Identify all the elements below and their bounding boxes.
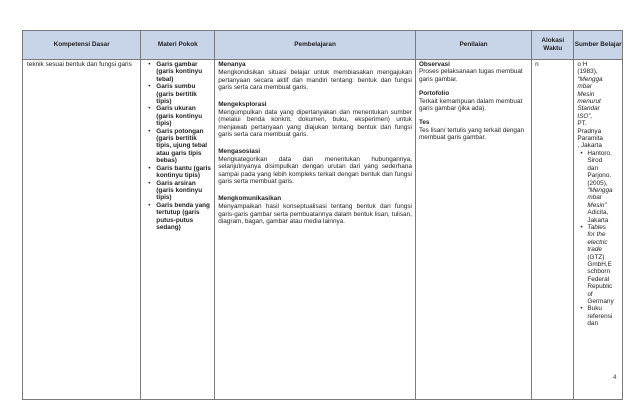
materi-pokok-list xyxy=(144,61,211,231)
header-penilaian: Penilaian xyxy=(415,31,531,60)
sumber-line: (1983), xyxy=(577,68,598,76)
sumber-item xyxy=(587,150,619,224)
sumber-line: schborn xyxy=(587,268,611,276)
sumber-line: PT. xyxy=(577,120,587,128)
sumber-line: of xyxy=(587,290,593,298)
menanya-text: Mengkondisikan situasi belajar untuk membiasakan mengajukan pertanyaan secara aktif dan mandiri tentang: bentuk dan fungsi garis serta cara membuat garis. xyxy=(218,69,412,92)
sumber-line: (2005), xyxy=(587,179,608,187)
sumber-line: “Mengga xyxy=(577,75,603,83)
observasi-heading: Observasi xyxy=(418,61,450,68)
materi-item: • Garis gambar (garis kontinyu tebal) xyxy=(156,61,211,83)
sumber-line: “Mengga xyxy=(587,186,613,194)
penilaian-cell xyxy=(415,60,531,400)
header-kompetensi-dasar: Kompetensi Dasar xyxy=(23,31,141,60)
sumber-belajar-content xyxy=(574,60,622,329)
sumber-line: trade xyxy=(587,246,602,254)
sumber-line: Adicita, xyxy=(587,209,609,217)
sumber-line: electric xyxy=(587,238,608,246)
syllabus-table xyxy=(22,30,623,400)
materi-item: • Garis potongan (garis bertitik tipis, ujung tebal atau garis tipis bebas) xyxy=(156,128,211,165)
sumber-line: Germany xyxy=(587,298,614,305)
sumber-line: • Hantoro, xyxy=(587,149,612,157)
materi-pokok-cell xyxy=(141,60,215,400)
alokasi-waktu-cell xyxy=(532,60,574,400)
sumber-line: referensi xyxy=(587,312,613,320)
portofolio-text: Terkait kemampuan dalam membuat garis gambar (jika ada). xyxy=(418,97,523,113)
materi-item: • Garis sumbu (garis bertitik tipis) xyxy=(156,83,211,105)
eksplorasi-heading: Mengeksplorasi xyxy=(218,100,267,108)
sumber-line: Mesin xyxy=(577,90,595,98)
sumber-line: Mesin” xyxy=(587,201,607,209)
materi-item: • Garis benda yang tertutup (garis putus-putus sedang) xyxy=(156,202,211,232)
materi-item: • Garis ukuran (garis kontinyu tipis) xyxy=(156,105,211,127)
sumber-line: Parjono. xyxy=(587,172,612,180)
menanya-heading: Menanya xyxy=(218,61,246,68)
sumber-line: (GTZ) xyxy=(587,253,605,261)
sumber-item xyxy=(587,224,619,305)
sumber-line: Standar xyxy=(577,105,600,113)
tes-text: Tes lisan/ tertulis yang terkait dengan membuat garis gambar. xyxy=(418,126,525,142)
sumber-item xyxy=(587,305,619,327)
sumber-line: dan xyxy=(587,320,599,328)
materi-item: • Garis bantu (garis kontinyu tipis) xyxy=(156,165,211,180)
sumber-line: for the xyxy=(587,231,606,239)
sumber-line: Paramita xyxy=(577,135,603,143)
header-alokasi-waktu: Alokasi Waktu xyxy=(532,31,574,60)
asosiasi-heading: Mengasosiasi xyxy=(218,147,261,155)
page-number: 4 xyxy=(613,374,617,381)
eksplorasi-text: Mengumpulkan data yang dipertanyakan dan menentukan sumber (melalui benda konkrit, dokumen, buku, eksperimen) untuk menjawab pertanyaan yang diajukan tentang bentuk dan fungsi garis serta cara membuat garis. xyxy=(218,109,412,139)
portofolio-heading: Portofolio xyxy=(418,90,450,98)
tes-heading: Tes xyxy=(418,119,430,127)
sumber-line: dan xyxy=(587,164,599,172)
alokasi-waktu-text: n xyxy=(535,61,539,68)
sumber-belajar-cell xyxy=(574,60,623,400)
sumber-line: menurut xyxy=(577,98,601,106)
sumber-line: ISO”, xyxy=(577,112,593,120)
asosiasi-text: Mengkategorikan data dan menentukan hubungannya, selanjutnyanya disimpulkan dengan urutan dari yang sederhana sampai pada yang lebih kompleks terkait dengan bentuk dan fungsi garis serta membuat garis. xyxy=(218,156,412,186)
sumber-line: Sirod xyxy=(587,157,603,165)
kompetensi-dasar-text: teknik sesuai bentuk dan fungsi garis xyxy=(27,61,132,68)
sumber-line: • Tables xyxy=(587,223,606,231)
sumber-line: Pradnya xyxy=(577,127,602,135)
sumber-line: mbar xyxy=(577,83,592,91)
sumber-line: o H xyxy=(577,61,588,68)
header-materi-pokok: Materi Pokok xyxy=(141,31,215,60)
sumber-line: , Jakarta xyxy=(577,142,602,150)
header-pembelajaran: Pembelajaran xyxy=(215,31,416,60)
materi-item: • Garis arsiran (garis kontinyu tipis) xyxy=(156,180,211,202)
table-header-row xyxy=(23,31,623,60)
sumber-line: Jakarta xyxy=(587,216,609,224)
sumber-line: Federal xyxy=(587,275,610,283)
komunikasi-heading: Mengkomunikasikan xyxy=(218,194,282,202)
table-row xyxy=(23,60,623,400)
komunikasi-text: Menyampaikan hasil konseptualisasi tentang bentuk dan fungsi garis-garis gambar serta pembuatannya dalam bentuk lisan, tulisan, diagram, bagan, gambar atau media lainnya. xyxy=(218,203,412,225)
sumber-line: Republic xyxy=(587,283,613,291)
kompetensi-dasar-cell xyxy=(23,60,141,400)
sumber-line: GmbH,E xyxy=(587,260,612,268)
sumber-line: mbar xyxy=(587,194,602,202)
header-sumber-belajar: Sumber Belajar xyxy=(574,31,623,60)
sumber-belajar-list xyxy=(577,150,619,328)
pembelajaran-cell xyxy=(215,60,416,400)
observasi-text: Proses pelaksanaan tugas membuat garis gambar. xyxy=(418,68,523,83)
sumber-line: • Buku xyxy=(587,305,602,313)
